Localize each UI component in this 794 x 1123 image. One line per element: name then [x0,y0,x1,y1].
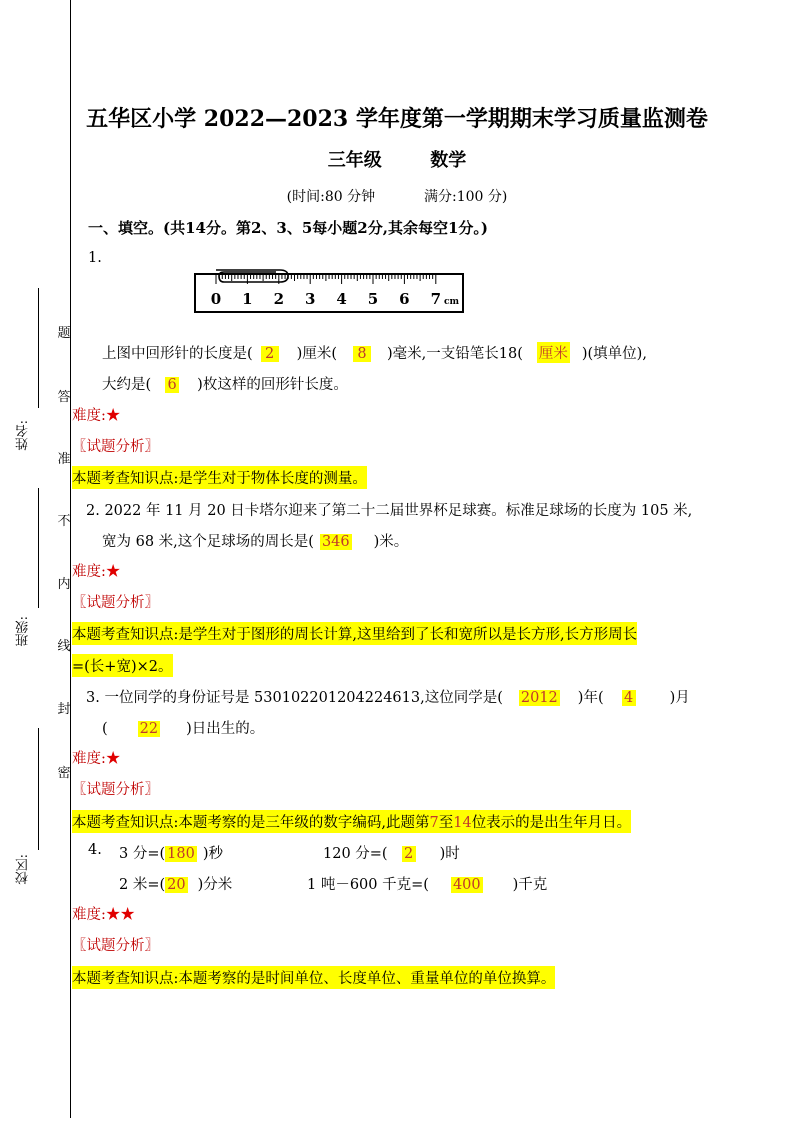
q2-text: 宽为 68 米,这个足球场的周长是( [102,534,314,550]
binding-char: 题 [57,326,71,341]
class-label: 班级: [16,616,31,647]
subject-label: 数学 [430,150,467,171]
star-icon: ★★ [105,907,135,923]
difficulty-label: 难度: [72,564,106,580]
difficulty-label: 难度: [72,751,106,767]
q1-text: )(填单位), [581,346,647,362]
q4-answer-1: 180 [167,846,195,862]
q4-text: 2 米=( [119,877,166,893]
binding-char: 内 [57,577,71,592]
q3-line1 [86,686,690,707]
binding-char: 答 [57,390,71,405]
q3-analysis-title: 〖试题分析〗 [72,782,159,798]
q4-answer-3: 20 [167,877,186,893]
full-score: 满分:100 分) [424,189,508,205]
q4-text: )时 [439,846,460,862]
q3-text: )日出生的。 [186,721,265,737]
q3-text: )月 [669,690,690,706]
q1-text: )毫米,一支铅笔长18( [386,346,523,362]
q1-analysis-title: 〖试题分析〗 [72,439,159,455]
q3-difficulty [72,747,120,768]
q4-analysis-text: 本题考查知识点:本题考察的是时间单位、长度单位、重量单位的单位换算。 [72,966,555,989]
time-info [0,186,794,206]
binding-char: 准 [57,452,71,467]
q3-analysis-digit: 7 [429,815,439,831]
ruler-body [195,274,463,312]
q2-analysis-title: 〖试题分析〗 [72,595,159,611]
q3-answer-day: 22 [139,721,159,737]
star-icon: ★ [105,564,121,580]
q1-text: )枚这样的回形针长度。 [197,377,348,393]
q4-text: )千克 [512,877,548,893]
ruler-unit: cm [444,297,460,307]
q1-text: 大约是( [102,377,152,393]
ruler-number: 7 [430,290,442,308]
binding-char: 不 [57,514,71,529]
name-label: 姓名: [16,420,31,451]
q1-text: 上图中回形针的长度是( [102,346,253,362]
binding-char: 密 [57,766,71,781]
q4-answer-2: 2 [402,846,416,862]
difficulty-label: 难度: [72,907,106,923]
q1-number: 1. [88,250,102,266]
q4-number: 4. [88,842,102,858]
school-blank-line[interactable] [38,728,39,850]
q2-text: )米。 [373,534,409,550]
q3-analysis-part: 本题考查知识点:本题考察的是三年级的数字编码,此题第 [72,815,430,831]
q1-line1 [102,342,647,363]
ruler-number: 2 [273,290,285,308]
q1-answer-count: 6 [165,377,179,393]
q2-difficulty [72,560,120,581]
ruler-number: 0 [210,290,222,308]
q3-text: ( [102,721,108,737]
ruler-number: 5 [367,290,379,308]
grade-label: 三年级 [327,150,382,171]
q2-analysis-text-2: =(长+宽)×2。 [72,654,173,677]
q4-item-1 [119,842,223,863]
q1-answer-unit: 厘米 [537,342,570,363]
q3-text: )年( [577,690,604,706]
school-label: 校区: [16,854,31,885]
q4-analysis-title: 〖试题分析〗 [72,938,159,954]
q3-text: 3. 一位同学的身份证号是 530102201204224613,这位同学是( [86,690,503,706]
q3-line2 [102,717,264,738]
ruler-number: 4 [336,290,347,308]
q4-item-2 [323,842,460,863]
q1-answer-cm: 2 [261,346,279,362]
ruler-number: 3 [304,290,316,308]
q1-analysis-text: 本题考查知识点:是学生对于物体长度的测量。 [72,466,367,489]
q4-item-4 [307,873,547,894]
binding-char: 封 [57,702,71,717]
q3-answer-month: 4 [622,690,636,706]
q2-line1: 2. 2022 年 11 月 20 日卡塔尔迎来了第二十二届世界杯足球赛。标准足球场的长度为 105 米, [86,503,693,519]
q4-difficulty [72,903,135,924]
class-blank-line[interactable] [38,488,39,608]
exam-title: 五华区小学 2022—2023 学年度第一学期期末学习质量监测卷 [86,106,708,132]
ruler-figure [194,266,466,316]
name-blank-line[interactable] [38,288,39,408]
ruler-number: 6 [399,290,410,308]
q4-text: )分米 [197,877,233,893]
q1-difficulty [72,404,120,425]
q2-analysis-text-1: 本题考查知识点:是学生对于图形的周长计算,这里给到了长和宽所以是长方形,长方形周长 [72,622,637,645]
time-limit: (时间:80 分钟 [286,189,376,205]
q3-analysis-part: 至 [438,815,454,831]
exam-subtitle [0,146,794,172]
q4-answer-4: 400 [452,877,481,893]
q1-line2 [102,373,348,394]
q3-analysis-text [72,810,631,833]
q4-item-3 [119,873,232,894]
section-title: 一、填空。(共14分。第2、3、5每小题2分,其余每空1分。) [88,219,488,237]
q4-text: 3 分=( [119,846,166,862]
q4-text: )秒 [202,846,224,862]
binding-char: 线 [57,639,71,654]
star-icon: ★ [105,408,121,424]
q2-answer: 346 [321,534,350,550]
q3-analysis-part: 位表示的是出生年月日。 [471,815,632,831]
q3-answer-year: 2012 [520,690,558,706]
q4-text: 120 分=( [323,846,388,862]
q3-analysis-digit: 14 [453,815,472,831]
q2-line2 [102,530,408,551]
ruler-number: 1 [242,290,253,308]
q1-text: )厘米( [296,346,337,362]
q1-answer-mm: 8 [353,346,371,362]
difficulty-label: 难度: [72,408,106,424]
star-icon: ★ [105,751,121,767]
q4-text: 1 吨－600 千克=( [307,877,429,893]
